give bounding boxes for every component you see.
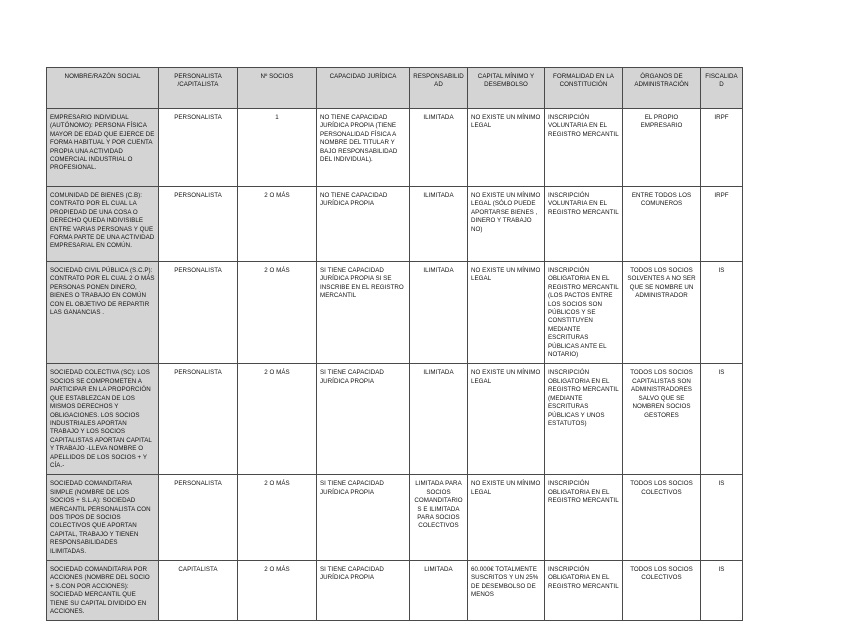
cell-capacidad: NO TIENE CAPACIDAD JURÍDICA PROPIA (TIENE PERSONALIDAD FÍSICA A NOMBRE DEL TITULAR Y BAJO RESPONSABILIDAD DEL INDIVIDUAL).: [317, 109, 410, 187]
cell-fiscalidad: IRPF: [701, 109, 743, 187]
cell-formalidad: INSCRIPCIÓN OBLIGATORIA EN EL REGISTRO MERCANTIL: [545, 561, 623, 621]
table-header-row: [47, 68, 743, 109]
cell-formalidad: INSCRIPCIÓN OBLIGATORIA EN EL REGISTRO MERCANTIL (MEDIANTE ESCRITURAS PÚBLICAS Y UNOS ESTATUTOS): [545, 364, 623, 475]
cell-formalidad: INSCRIPCIÓN OBLIGATORIA EN EL REGISTRO MERCANTIL (LOS PACTOS ENTRE LOS SOCIOS SON PÚBLICOS Y SE CONSTITUYEN MEDIANTE ESCRITURAS PÚBLICAS ANTE EL NOTARIO): [545, 262, 623, 364]
cell-socios: 2 O MÁS: [238, 475, 317, 561]
cell-nombre: SOCIEDAD COMANDITARIA POR ACCIONES (NOMBRE DEL SOCIO + S.CON POR ACCIONES): SOCIEDAD MERCANTIL QUE TIENE SU CAPITAL DIVIDIDO EN ACCIONES.: [47, 561, 159, 621]
cell-fiscalidad: IS: [701, 262, 743, 364]
cell-organos: TODOS LOS SOCIOS CAPITALISTAS SON ADMINISTRADORES SALVO QUE SE NOMBREN SOCIOS GESTORES: [623, 364, 701, 475]
cell-nombre: COMUNIDAD DE BIENES (C.B): CONTRATO POR EL CUAL LA PROPIEDAD DE UNA COSA O DERECHO QUEDA INDIVISIBLE ENTRE VARIAS PERSONAS Y QUE FORMA PARTE DE UNA ACTIVIDAD EMPRESARIAL EN COMÚN.: [47, 187, 159, 262]
cell-capacidad: SI TIENE CAPACIDAD JURÍDICA PROPIA: [317, 475, 410, 561]
cell-responsabilidad: ILIMITADA: [410, 364, 468, 475]
header-capital: CAPITAL MÍNIMO Y DESEMBOLSO: [468, 68, 545, 109]
cell-organos: ENTRE TODOS LOS COMUNEROS: [623, 187, 701, 262]
cell-organos: TODOS LOS SOCIOS SOLVENTES A NO SER QUE SE NOMBRE UN ADMINISTRADOR: [623, 262, 701, 364]
header-tipo: PERSONALISTA /CAPITALISTA: [159, 68, 238, 109]
cell-socios: 2 O MÁS: [238, 364, 317, 475]
cell-tipo: PERSONALISTA: [159, 475, 238, 561]
cell-capital: NO EXISTE UN MÍNIMO LEGAL: [468, 109, 545, 187]
cell-organos: TODOS LOS SOCIOS COLECTIVOS: [623, 561, 701, 621]
cell-nombre: SOCIEDAD COMANDITARIA SIMPLE (NOMBRE DE LOS SOCIOS + S.L.A): SOCIEDAD MERCANTIL PERSONALISTA CON DOS TIPOS DE SOCIOS COLECTIVOS QUE APORTAN CAPITAL, TRABAJO Y TIENEN RESPONSABILIDADES ILIMITADAS.: [47, 475, 159, 561]
header-organos: ÓRGANOS DE ADMINISTRACIÓN: [623, 68, 701, 109]
cell-capital: NO EXISTE UN MÍNIMO LEGAL: [468, 262, 545, 364]
cell-capacidad: SI TIENE CAPACIDAD JURÍDICA PROPIA: [317, 364, 410, 475]
table-row: [47, 187, 743, 262]
company-types-table: [46, 67, 743, 621]
header-capacidad: CAPACIDAD JURÍDICA: [317, 68, 410, 109]
cell-nombre: SOCIEDAD COLECTIVA (SC): LOS SOCIOS SE COMPROMETEN A PARTICIPAR EN LA PROPORCIÓN QUE ESTABLEZCAN DE LOS MISMOS DERECHOS Y OBLIGACIONES. LOS SOCIOS INDUSTRIALES APORTAN TRABAJO Y LOS SOCIOS CAPITALISTAS APORTAN CAPITAL Y TRABAJO -LLEVA NOMBRE O APELLIDOS DE LOS SOCIOS + Y CÍA.-: [47, 364, 159, 475]
cell-socios: 2 O MÁS: [238, 561, 317, 621]
header-nombre: NOMBRE/RAZÓN SOCIAL: [47, 68, 159, 109]
cell-tipo: PERSONALISTA: [159, 364, 238, 475]
cell-organos: TODOS LOS SOCIOS COLECTIVOS: [623, 475, 701, 561]
cell-capacidad: NO TIENE CAPACIDAD JURÍDICA PROPIA: [317, 187, 410, 262]
table-row: [47, 561, 743, 621]
cell-tipo: PERSONALISTA: [159, 262, 238, 364]
cell-capital: 60.000€ TOTALMENTE SUSCRITOS Y UN 25% DE DESEMBOLSO DE MENOS: [468, 561, 545, 621]
header-formalidad: FORMALIDAD EN LA CONSTITUCIÓN: [545, 68, 623, 109]
cell-formalidad: INSCRIPCIÓN VOLUNTARIA EN EL REGISTRO MERCANTIL: [545, 109, 623, 187]
table-row: [47, 475, 743, 561]
cell-socios: 1: [238, 109, 317, 187]
cell-fiscalidad: IS: [701, 364, 743, 475]
cell-formalidad: INSCRIPCIÓN VOLUNTARIA EN EL REGISTRO MERCANTIL: [545, 187, 623, 262]
cell-responsabilidad: ILIMITADA: [410, 109, 468, 187]
header-responsabilidad: RESPONSABILIDAD: [410, 68, 468, 109]
cell-capital: NO EXISTE UN MÍNIMO LEGAL: [468, 475, 545, 561]
cell-tipo: PERSONALISTA: [159, 109, 238, 187]
cell-nombre: SOCIEDAD CIVIL PÚBLICA (S.C.P): CONTRATO POR EL CUAL 2 O MÁS PERSONAS PONEN DINERO, BIENES O TRABAJO EN COMÚN CON EL OBJETIVO DE REPARTIR LAS GANANCIAS .: [47, 262, 159, 364]
cell-tipo: PERSONALISTA: [159, 187, 238, 262]
table-row: [47, 109, 743, 187]
cell-responsabilidad: ILIMITADA: [410, 187, 468, 262]
cell-socios: 2 O MÁS: [238, 187, 317, 262]
cell-fiscalidad: IS: [701, 475, 743, 561]
header-socios: Nº SOCIOS: [238, 68, 317, 109]
cell-responsabilidad: LIMITADA PARA SOCIOS COMANDITARIOS E ILIMITADA PARA SOCIOS COLECTIVOS: [410, 475, 468, 561]
cell-tipo: CAPITALISTA: [159, 561, 238, 621]
cell-fiscalidad: IRPF: [701, 187, 743, 262]
cell-capacidad: SI TIENE CAPACIDAD JURÍDICA PROPIA: [317, 561, 410, 621]
cell-fiscalidad: IS: [701, 561, 743, 621]
header-fiscalidad: FISCALIDAD: [701, 68, 743, 109]
table-row: [47, 364, 743, 475]
cell-responsabilidad: ILIMITADA: [410, 262, 468, 364]
cell-capital: NO EXISTE UN MÍNIMO LEGAL (SÓLO PUEDE APORTARSE BIENES , DINERO Y TRABAJO NO): [468, 187, 545, 262]
cell-organos: EL PROPIO EMPRESARIO: [623, 109, 701, 187]
cell-socios: 2 O MÁS: [238, 262, 317, 364]
table-row: [47, 262, 743, 364]
cell-capital: NO EXISTE UN MÍNIMO LEGAL: [468, 364, 545, 475]
cell-capacidad: SI TIENE CAPACIDAD JURÍDICA PROPIA SI SE INSCRIBE EN EL REGISTRO MERCANTIL: [317, 262, 410, 364]
cell-nombre: EMPRESARIO INDIVIDUAL (AUTÓNOMO): PERSONA FÍSICA MAYOR DE EDAD QUE EJERCE DE FORMA HABITUAL Y POR CUENTA PROPIA UNA ACTIVIDAD COMERCIAL INDUSTRIAL O PROFESIONAL.: [47, 109, 159, 187]
cell-formalidad: INSCRIPCIÓN OBLIGATORIA EN EL REGISTRO MERCANTIL: [545, 475, 623, 561]
cell-responsabilidad: LIMITADA: [410, 561, 468, 621]
